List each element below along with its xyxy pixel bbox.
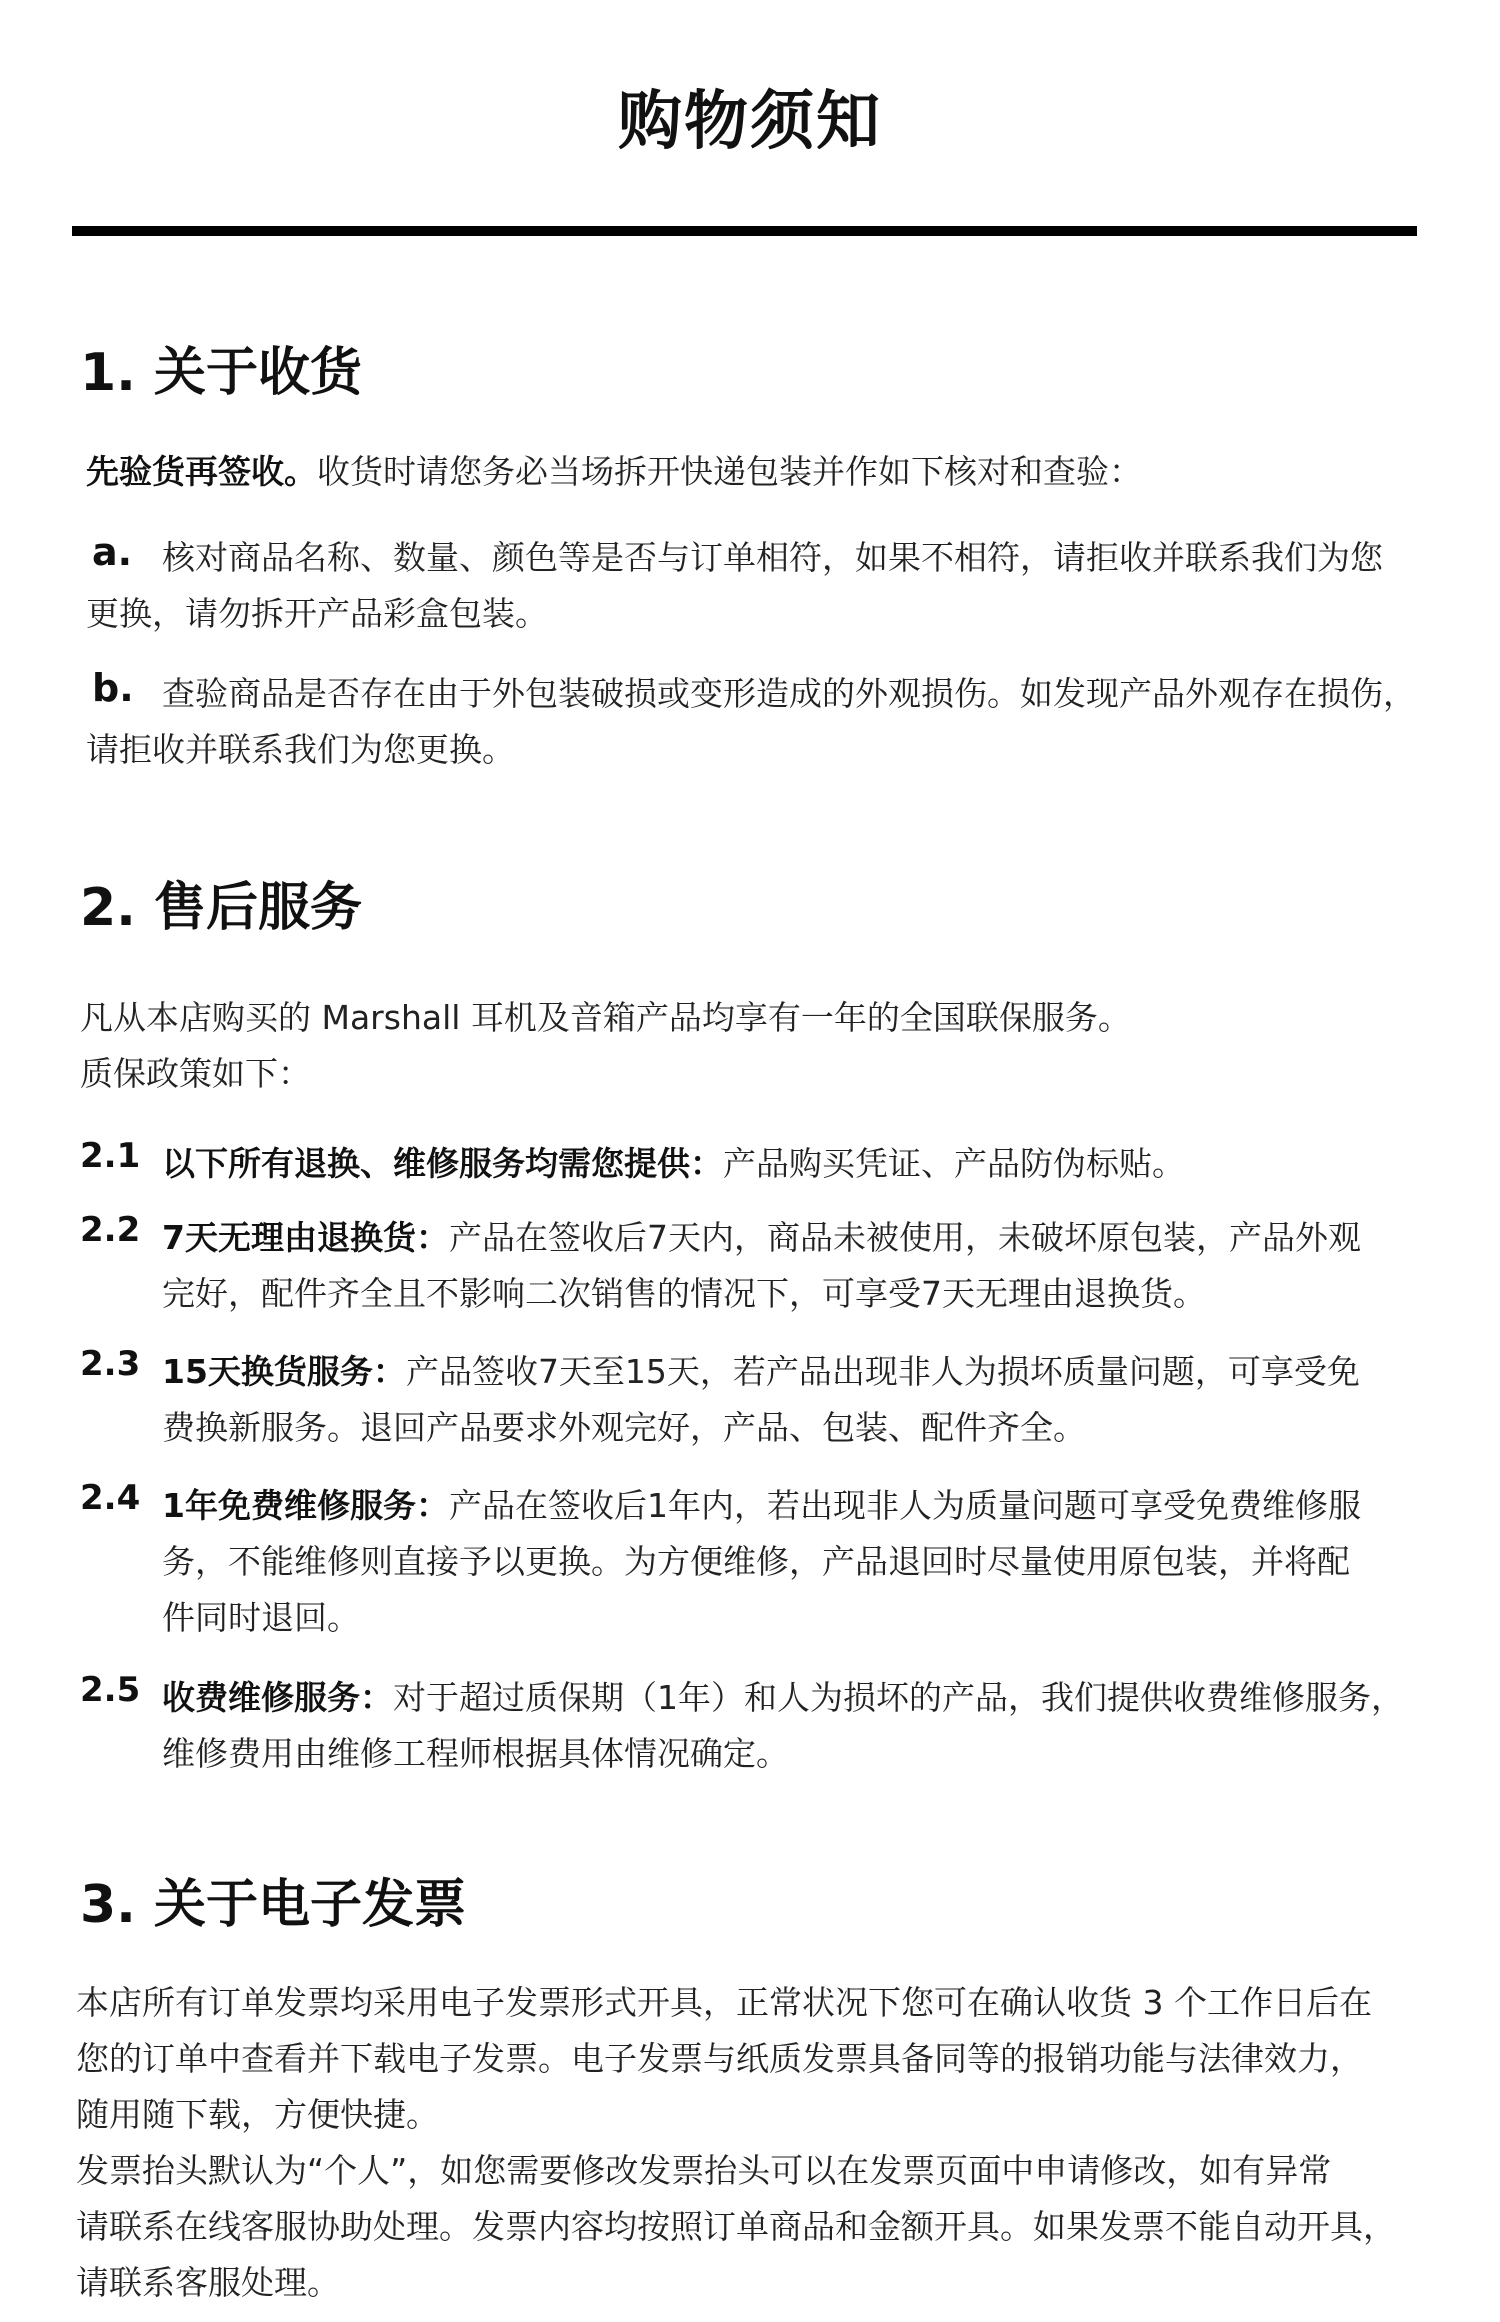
item-num-2-5: 2.5 (80, 1670, 141, 1710)
section-2-heading: 2. 售后服务 (80, 878, 363, 938)
item-2-4-line-1 (162, 1478, 1361, 1534)
item-b-text (86, 666, 1416, 778)
section-2-intro (80, 990, 1131, 1102)
item-2-3-line-1-text: 产品签收7天至15天，若产品出现非人为损坏质量问题，可享受免 (405, 1352, 1360, 1391)
section-1-heading: 1. 关于收货 (80, 343, 363, 403)
item-2-4-line-2: 务，不能维修则直接予以更换。为方便维修，产品退回时尽量使用原包装，并将配 (162, 1542, 1350, 1581)
item-num-2-3: 2.3 (80, 1344, 141, 1384)
item-2-5-line-2: 维修费用由维修工程师根据具体情况确定。 (162, 1734, 789, 1773)
item-a-line-1: 核对商品名称、数量、颜色等是否与订单相符，如果不相符，请拒收并联系我们为您 (162, 538, 1383, 577)
section-3-line-1: 本店所有订单发票均采用电子发票形式开具，正常状况下您可在确认收货 3 个工作日后在 (76, 1983, 1372, 2022)
item-a-line-2: 更换，请勿拆开产品彩盒包装。 (86, 594, 548, 633)
item-a-text (86, 530, 1383, 642)
item-2-2-bold: 7天无理由退换货： (162, 1218, 449, 1257)
section-2-intro-line-2: 质保政策如下： (80, 1054, 311, 1093)
section-3-heading: 3. 关于电子发票 (80, 1875, 467, 1935)
item-num-2-4: 2.4 (80, 1478, 141, 1518)
section-1-intro (86, 444, 1142, 500)
item-b-line-1: 查验商品是否存在由于外包装破损或变形造成的外观损伤。如发现产品外观存在损伤， (162, 674, 1416, 713)
item-2-3-line-1 (162, 1344, 1360, 1400)
item-2-5-text (162, 1670, 1404, 1782)
item-2-5-line-1 (162, 1670, 1404, 1726)
section-3-line-3: 随用随下载，方便快捷。 (76, 2095, 439, 2134)
item-2-5-line-1-text: 对于超过质保期（1年）和人为损坏的产品，我们提供收费维修服务， (393, 1678, 1404, 1717)
section-1-intro-bold: 先验货再签收。 (86, 452, 317, 491)
item-2-2-line-1 (162, 1210, 1361, 1266)
item-2-2-text (162, 1210, 1361, 1322)
item-2-2-line-1-text: 产品在签收后7天内，商品未被使用，未破坏原包装，产品外观 (448, 1218, 1361, 1257)
item-2-3-text (162, 1344, 1360, 1456)
section-3-line-5: 请联系在线客服协助处理。发票内容均按照订单商品和金额开具。如果发票不能自动开具， (76, 2207, 1396, 2246)
item-2-3-line-2: 费换新服务。退回产品要求外观完好，产品、包装、配件齐全。 (162, 1408, 1086, 1447)
item-2-4-line-3: 件同时退回。 (162, 1598, 360, 1637)
item-marker-a: a. (92, 530, 133, 574)
item-2-2-line-2: 完好，配件齐全且不影响二次销售的情况下，可享受7天无理由退换货。 (162, 1274, 1206, 1313)
title-divider (72, 226, 1417, 236)
item-num-2-2: 2.2 (80, 1210, 141, 1250)
item-b-line-2: 请拒收并联系我们为您更换。 (86, 730, 515, 769)
section-2-intro-line-1: 凡从本店购买的 Marshall 耳机及音箱产品均享有一年的全国联保服务。 (80, 998, 1131, 1037)
item-2-4-line-1-text: 产品在签收后1年内，若出现非人为质量问题可享受免费维修服 (448, 1486, 1361, 1525)
page-title: 购物须知 (618, 85, 882, 159)
item-2-5-bold: 收费维修服务： (162, 1678, 393, 1717)
section-3-body (76, 1975, 1396, 2311)
item-2-3-bold: 15天换货服务： (162, 1352, 406, 1391)
item-marker-b: b. (92, 666, 134, 710)
item-num-2-1: 2.1 (80, 1136, 141, 1176)
section-1-intro-text: 收货时请您务必当场拆开快递包装并作如下核对和查验： (317, 452, 1142, 491)
section-3-line-2: 您的订单中查看并下载电子发票。电子发票与纸质发票具备同等的报销功能与法律效力， (76, 2039, 1363, 2078)
item-2-1-bold: 以下所有退换、维修服务均需您提供： (162, 1144, 723, 1183)
section-3-line-4: 发票抬头默认为“个人”，如您需要修改发票抬头可以在发票页面中申请修改，如有异常 (76, 2151, 1332, 2190)
item-2-4-text (162, 1478, 1361, 1646)
item-2-1-text (162, 1136, 1185, 1192)
item-2-1-line-1-text: 产品购买凭证、产品防伪标贴。 (723, 1144, 1185, 1183)
section-3-line-6: 请联系客服处理。 (76, 2263, 340, 2302)
item-2-4-bold: 1年免费维修服务： (162, 1486, 449, 1525)
item-2-1-line-1 (162, 1136, 1185, 1192)
